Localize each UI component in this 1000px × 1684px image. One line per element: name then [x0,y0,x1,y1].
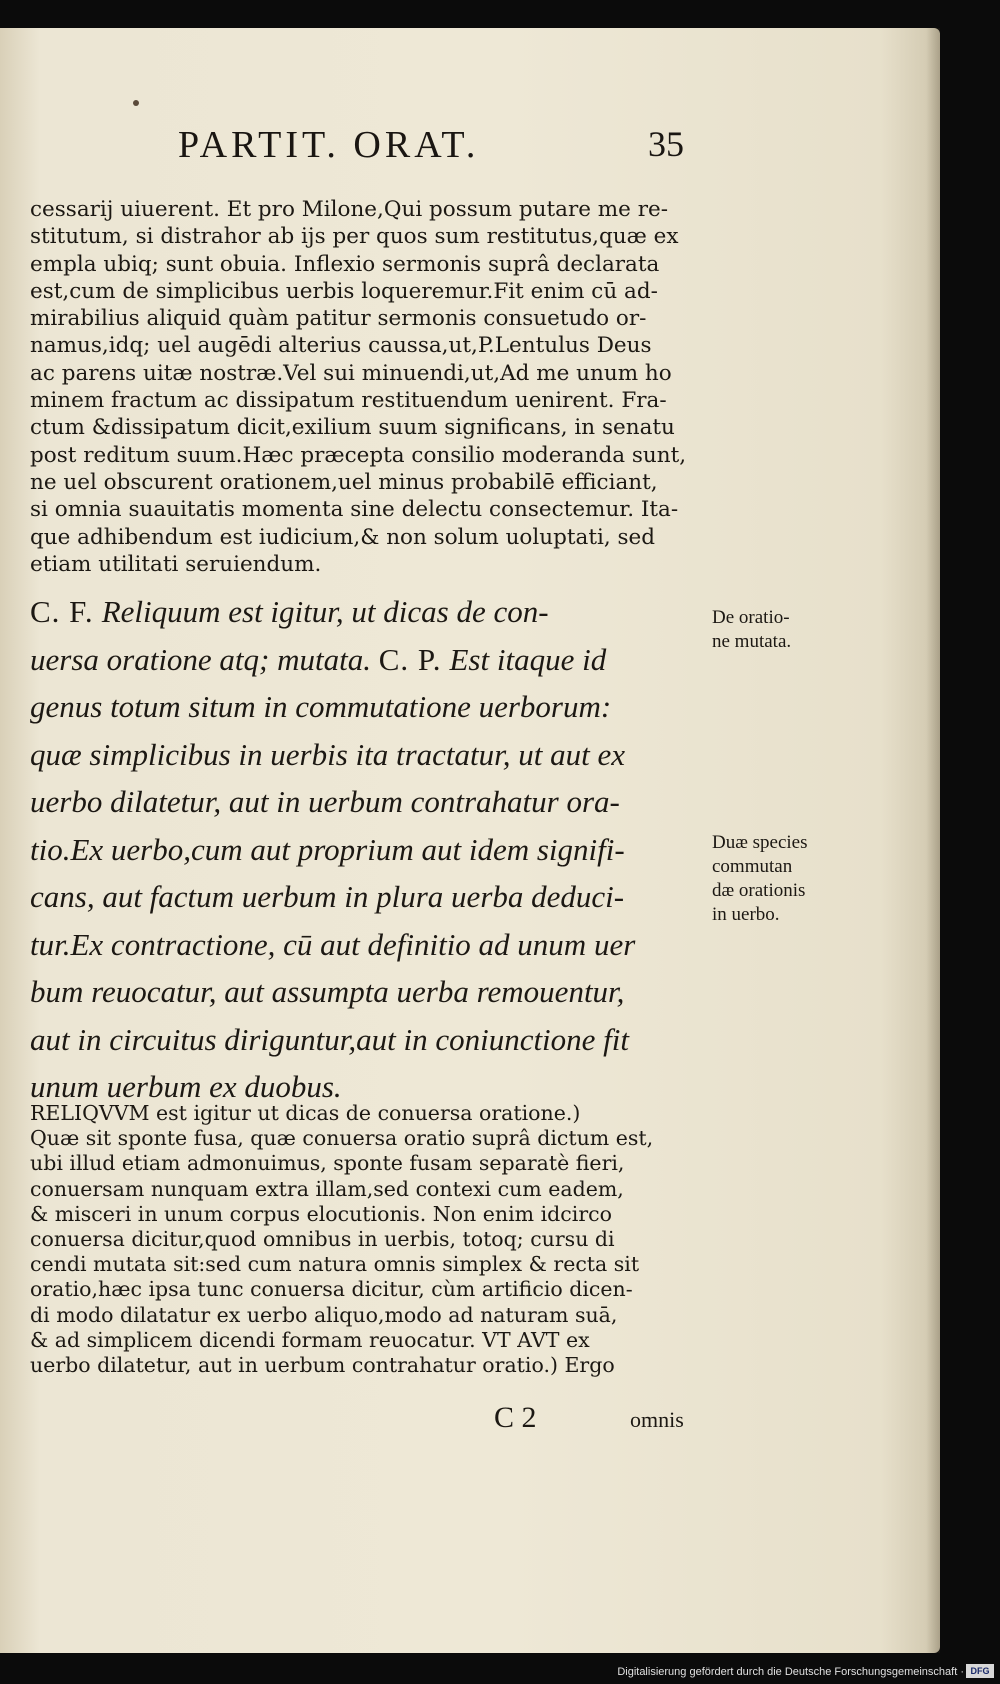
dialog-line [30,636,710,684]
text-line: conuersam nunquam extra illam,sed contexi cum eadem, [30,1176,624,1201]
running-head [0,123,940,173]
text-line: que adhibendum est iudicium,& non solum uoluptati, sed [30,524,656,550]
dialog-line: genus totum situm in commutatione uerborum: [30,689,612,724]
text-line: oratio,hæc ipsa tunc conuersa dicitur, cùm artificio dicen- [30,1277,633,1302]
dialog-line: unum uerbum ex duobus. [30,1069,342,1104]
book-page [0,28,940,1653]
margin-note-oratione-mutata [712,606,882,654]
margin-note-line: ne mutata. [712,631,792,652]
text-line: cessarij uiuerent. Et pro Milone,Qui possum putare me re- [30,197,668,222]
text-line: post reditum suum.Hæc præcepta consilio moderanda sunt, [30,442,687,468]
dialog-line: quæ simplicibus in uerbis ita tractatur, ut aut ex [30,736,626,772]
text-line: conuersa dicitur,quod omnibus in uerbis, totoq; cursu di [30,1227,615,1252]
dialog-text-segment: Reliquum est igitur, ut dicas de con- [101,594,549,629]
margin-note-line: commutan [712,856,793,877]
speaker-label: C. F. [30,594,94,629]
signature-mark: C 2 [494,1401,537,1434]
text-line: mirabilius aliquid quàm patitur sermonis consuetudo or- [30,306,647,332]
text-line: ne uel obscurent orationem,uel minus probabilē efficiant, [30,469,658,495]
catchline [0,1401,940,1437]
text-line: minem fractum ac dissipatum restituendum uenirent. Fra- [30,388,667,414]
commentary-bottom [30,1101,710,1378]
dialog-text [30,588,710,1111]
text-line: ctum &dissipatum dicit,exilium suum significans, in senatu [30,415,675,441]
margin-note-line: dæ orationis [712,880,806,901]
dialog-line: cans, aut factum uerbum in plura uerba deduci- [30,879,625,914]
text-line: uerbo dilatetur, aut in uerbum contrahatur oratio.) Ergo [30,1353,615,1378]
text-line: namus,idq; uel augēdi alterius caussa,ut,P.Lentulus Deus [30,333,652,359]
dfg-logo: DFG [966,1664,994,1678]
dialog-text-segment: Est itaque id [449,641,607,677]
text-line: ubi illud etiam admonuimus, sponte fusam separatè fieri, [30,1151,625,1176]
ink-spot [133,100,139,106]
text-line: & ad simplicem dicendi formam reuocatur. VT AVT ex [30,1327,590,1352]
commentary-top [30,196,710,578]
dialog-line: bum reuocatur, aut assumpta uerba remouentur, [30,974,625,1009]
margin-note-line: in uerbo. [712,904,780,925]
dialog-line: tur.Ex contractione, cū aut definitio ad unum uer [30,926,636,962]
text-line: etiam utilitati seruiendum. [30,551,322,577]
catchword: omnis [630,1407,684,1432]
text-line: & misceri in unum corpus elocutionis. Non enim idcirco [30,1201,612,1226]
dialog-text-segment: uersa oratione atq; mutata. [30,641,371,677]
page-number: 35 [648,124,684,164]
text-line: di modo dilatatur ex uerbo aliquo,modo ad naturam suā, [30,1302,618,1327]
text-line: si omnia suauitatis momenta sine delectu consectemur. Ita- [30,497,679,523]
text-line: est,cum de simplicibus uerbis loqueremur.Fit enim cū ad- [30,278,658,304]
text-line: RELIQVVM est igitur ut dicas de conuersa oratione.) [30,1101,581,1125]
margin-note-duae-species [712,831,882,927]
dialog-line: aut in circuitus diriguntur,aut in coniunctione fit [30,1021,630,1057]
dialog-line: uerbo dilatetur, aut in uerbum contrahatur ora- [30,784,620,819]
text-line: cendi mutata sit:sed cum natura omnis simplex & recta sit [30,1252,640,1277]
text-line: empla ubiq; sunt obuia. Inflexio sermonis suprâ declarata [30,251,660,277]
running-title: PARTIT. ORAT. [178,124,480,166]
text-line: stitutum, si distrahor ab ijs per quos sum restitutus,quæ ex [30,224,679,250]
margin-note-line: Duæ species [712,832,808,853]
dialog-line: tio.Ex uerbo,cum aut proprium aut idem signifi- [30,831,625,867]
dialog-line [30,588,710,636]
speaker-label: C. P. [378,641,442,677]
text-line: ac parens uitæ nostræ.Vel sui minuendi,ut,Ad me unum ho [30,360,672,386]
digitization-credit: Digitalisierung gefördert durch die Deutsche Forschungsgemeinschaft · [617,1666,964,1678]
margin-note-line: De oratio- [712,607,790,628]
text-line: Quæ sit sponte fusa, quæ conuersa oratio suprâ dictum est, [30,1126,654,1151]
